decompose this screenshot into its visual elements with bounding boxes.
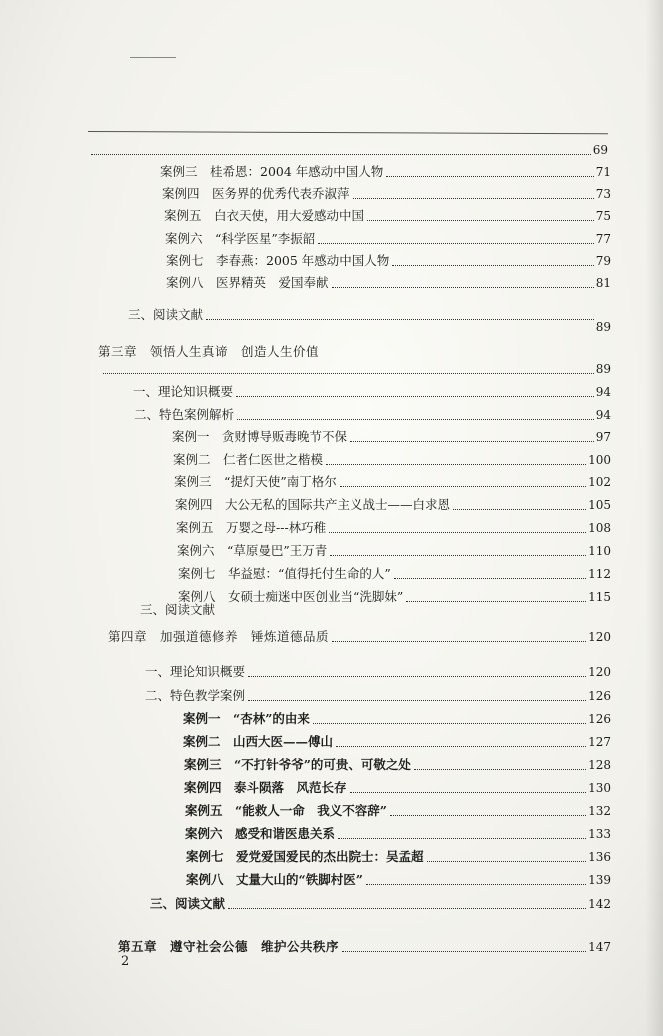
- entry-title: 案例六 “草原曼巴”王万青: [177, 543, 328, 558]
- leader-dots: [453, 508, 586, 510]
- page-number: 81: [595, 276, 611, 290]
- entry-title: 案例三 “不打针爷爷”的可贵、可敬之处: [184, 757, 411, 772]
- leader-dots: [342, 950, 586, 952]
- entry-title: 案例八 医界精英 爱国奉献: [166, 275, 329, 290]
- toc-section: [128, 303, 611, 334]
- leader-dots: [338, 837, 586, 839]
- toc-case: [186, 868, 611, 888]
- page-number: 89: [595, 320, 611, 334]
- toc-chapter: [118, 935, 611, 955]
- toc-case: [176, 516, 611, 536]
- leader-dots: [103, 372, 594, 374]
- entry-title: 二、特色教学案例: [145, 688, 246, 703]
- entry-title: 案例八 女硕士痴迷中医创业当“洗脚妹”: [178, 589, 404, 604]
- page-number: 147: [588, 940, 611, 954]
- page-number: 89: [595, 362, 611, 376]
- page-number: 94: [595, 408, 611, 422]
- leader-dots: [326, 463, 586, 465]
- toc-case: [186, 845, 611, 865]
- folio-page-number: 2: [121, 954, 130, 969]
- leader-dots: [248, 675, 586, 677]
- entry-title: 案例二 山西大医——傅山: [183, 734, 334, 749]
- page-number: 139: [588, 873, 611, 887]
- entry-title: 案例一 “杏林”的由来: [183, 711, 310, 726]
- page-number: 142: [588, 897, 611, 911]
- entry-title: 案例六 感受和谐医患关系: [185, 826, 336, 841]
- leader-dots: [336, 745, 586, 747]
- toc-case: [175, 493, 611, 513]
- page-number: 105: [588, 498, 611, 512]
- toc-case: [166, 249, 611, 269]
- page-number: 75: [595, 209, 611, 223]
- page-number: 120: [588, 665, 611, 679]
- toc-case: [183, 730, 611, 750]
- entry-title: 三、阅读文献: [140, 602, 216, 617]
- page-number: 126: [588, 712, 611, 726]
- toc-case: [174, 470, 611, 490]
- page-number: 133: [588, 827, 611, 841]
- toc-case: [184, 776, 611, 796]
- leader-dots: [236, 395, 594, 397]
- page-number: 94: [595, 385, 611, 399]
- toc-case: [173, 448, 611, 468]
- entry-title: 案例五 “能救人一命 我义不容辞”: [185, 803, 387, 818]
- entry-title: 案例二 仁者仁医世之楷模: [173, 452, 324, 467]
- page-number: 79: [595, 254, 611, 268]
- leader-dots: [313, 722, 586, 724]
- leader-dots: [386, 175, 593, 177]
- page-number: 120: [588, 630, 611, 644]
- entry-title: 案例八 丈量大山的“铁脚村医”: [186, 872, 363, 887]
- leader-dots: [367, 219, 594, 221]
- entry-title: 案例七 华益慰：“值得托付生命的人”: [178, 566, 391, 581]
- chapter-title: 第四章 加强道德修养 锤炼道德品质: [108, 629, 330, 644]
- entry-title: 一、理论知识概要: [133, 384, 234, 399]
- entry-title: 案例五 白衣天使，用大爱感动中国: [164, 208, 365, 223]
- entry-title: 案例五 万婴之母---林巧稚: [176, 520, 327, 535]
- page-number: 100: [588, 453, 611, 467]
- entry-title: 案例四 医务界的优秀代表乔淑萍: [162, 186, 350, 201]
- entry-title: 案例七 李春燕：2005 年感动中国人物: [166, 253, 390, 268]
- page-number: 126: [588, 689, 611, 703]
- toc-case: [162, 182, 611, 202]
- page-number: 136: [588, 850, 611, 864]
- entry-title: 案例七 爱党爱国爱民的杰出院士：吴孟超: [186, 849, 424, 864]
- page-number: 77: [595, 232, 611, 246]
- toc-chapter: [108, 625, 611, 645]
- entry-title: 案例四 泰斗陨落 风范长存: [184, 780, 347, 795]
- entry-title: 一、理论知识概要: [145, 664, 246, 679]
- page-number: 71: [595, 165, 611, 179]
- page-number: 132: [588, 804, 611, 818]
- toc-section: [145, 684, 611, 704]
- toc-case: [184, 753, 611, 773]
- toc-case: [185, 822, 611, 842]
- toc-case: [160, 160, 611, 180]
- page-number: 110: [588, 544, 611, 558]
- page-number: 69: [592, 143, 608, 157]
- chapter-title: 第三章 领悟人生真谛 创造人生价值: [98, 344, 320, 359]
- leader-dots: [318, 242, 593, 244]
- leader-dots: [414, 768, 586, 770]
- toc-row-continued: [88, 138, 608, 158]
- toc-section: [150, 892, 611, 912]
- leader-dots: [353, 197, 594, 199]
- page-number: 128: [588, 758, 611, 772]
- leader-dots: [91, 153, 591, 155]
- leader-dots: [394, 577, 586, 579]
- leader-dots: [228, 907, 586, 909]
- chapter-title: 第五章 遵守社会公德 维护公共秩序: [118, 939, 340, 954]
- toc-case: [165, 227, 611, 247]
- toc-case: [177, 539, 611, 559]
- entry-title: 案例六 “科学医星”李振韶: [165, 231, 316, 246]
- page-number: 112: [588, 567, 611, 581]
- leader-dots: [366, 883, 586, 885]
- entry-title: 案例三 “提灯天使”南丁格尔: [174, 474, 337, 489]
- entry-title: 案例四 大公无私的国际共产主义战士——白求恩: [175, 497, 451, 512]
- leader-dots: [237, 418, 594, 420]
- page-number: 115: [588, 590, 611, 604]
- page-number: 97: [595, 430, 611, 444]
- toc-case: [172, 425, 611, 445]
- entry-title: 案例一 贪财博导贩毒晚节不保: [172, 429, 348, 444]
- leader-dots: [350, 791, 587, 793]
- leader-dots: [427, 860, 587, 862]
- toc-section: [140, 598, 440, 618]
- leader-dots: [248, 699, 586, 701]
- toc-section: [145, 660, 611, 680]
- leader-dots: [340, 485, 586, 487]
- entry-title: 案例三 桂希恩：2004 年感动中国人物: [160, 164, 384, 179]
- leader-dots: [330, 554, 586, 556]
- page-number: 127: [588, 735, 611, 749]
- leader-dots: [332, 640, 586, 642]
- entry-title: 三、阅读文献: [128, 307, 204, 322]
- entry-title: 二、特色案例解析: [134, 407, 235, 422]
- leader-dots: [329, 531, 586, 533]
- leader-dots: [332, 286, 594, 288]
- page-number: 130: [588, 781, 611, 795]
- toc-case: [164, 204, 611, 224]
- toc-case: [178, 562, 611, 582]
- page-number: 73: [595, 187, 611, 201]
- toc-case: [185, 799, 611, 819]
- leader-dots: [206, 318, 594, 320]
- toc-chapter-page-line: [100, 357, 611, 377]
- toc-case: [183, 707, 611, 727]
- entry-title: 三、阅读文献: [150, 896, 226, 911]
- toc-section: [134, 403, 611, 423]
- page-number: 108: [588, 521, 611, 535]
- toc-case: [166, 271, 611, 291]
- toc-section: [133, 380, 611, 400]
- page-number: 102: [588, 475, 611, 489]
- leader-dots: [392, 264, 593, 266]
- leader-dots: [350, 440, 594, 442]
- leader-dots: [390, 814, 586, 816]
